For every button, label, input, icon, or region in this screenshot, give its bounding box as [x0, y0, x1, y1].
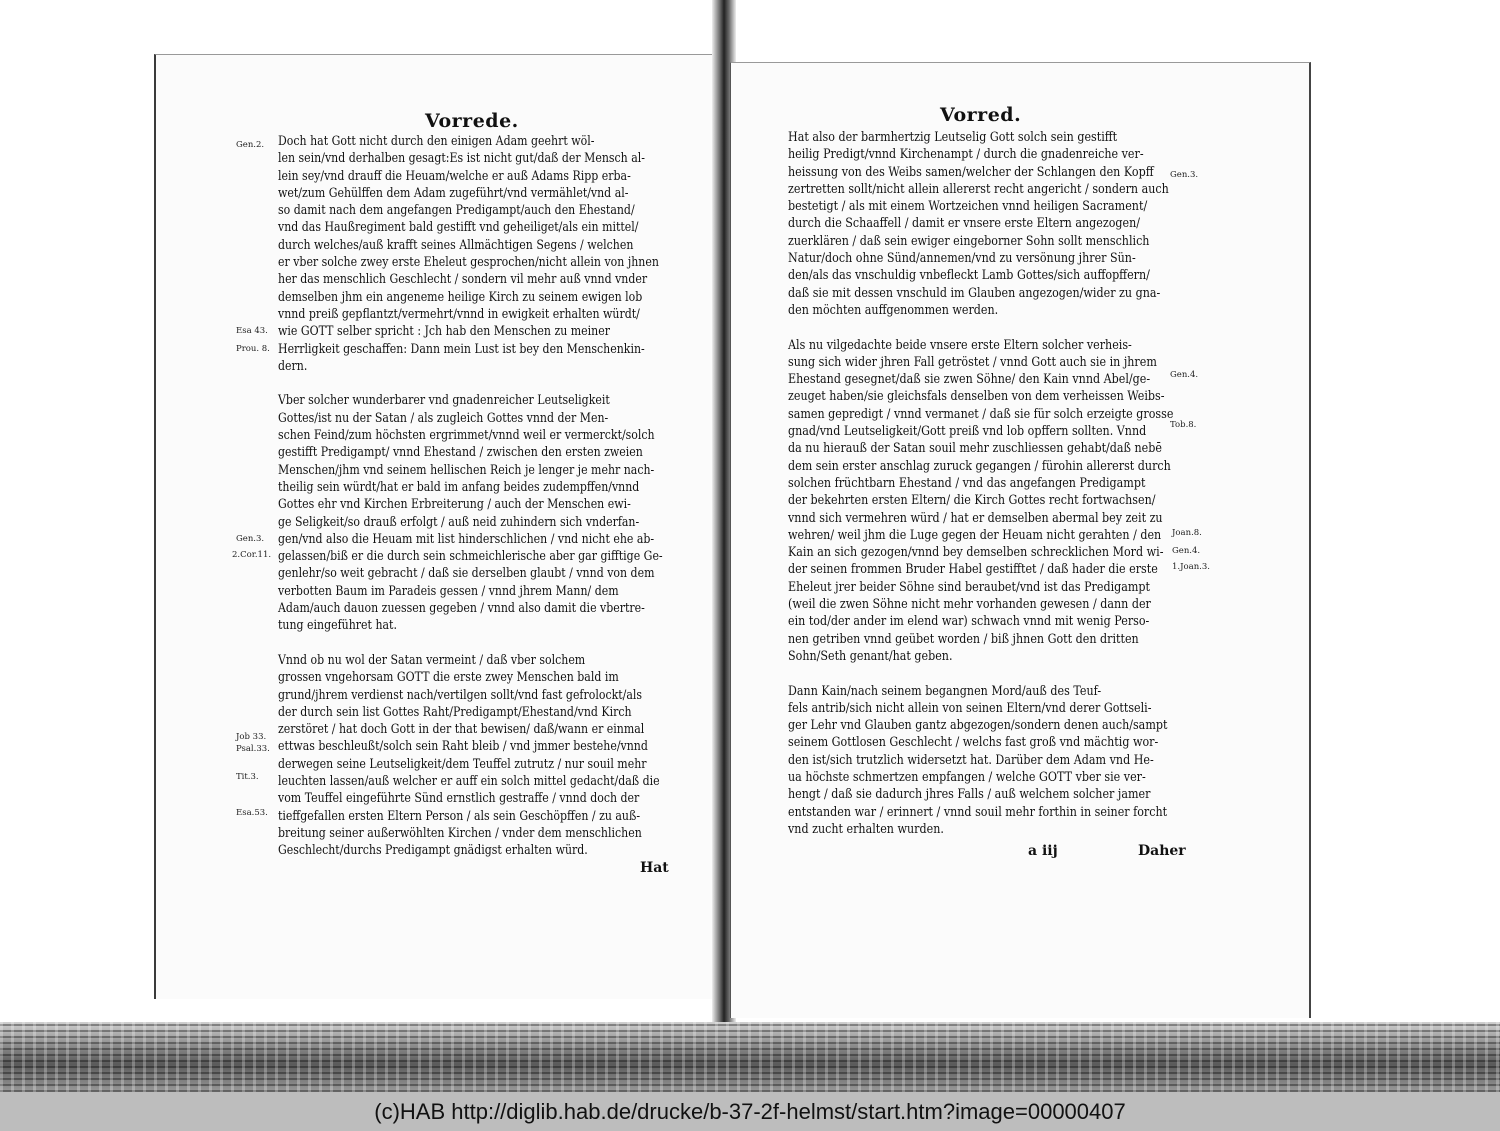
text-line: tung eingeführet hat.	[278, 617, 397, 633]
text-line: demselben jhm ein angeneme heilige Kirch zu seinem ewigen lob	[278, 288, 643, 304]
text-line: er vber solche zwey erste Eheleut gesprochen/nicht allein von jhnen	[278, 254, 659, 270]
text-line: Kain an sich gezogen/vnnd bey demselben schrecklichen Mord wi-	[788, 544, 1164, 560]
text-line: genlehr/so weit gebracht / daß sie derselben glaubt / vnnd von dem	[278, 565, 655, 581]
left-page-body	[278, 132, 663, 858]
text-line: gen/vnd also die Heuam mit list hinderschlichen / vnd nicht ehe ab-	[278, 530, 655, 546]
text-line: zertretten sollt/nicht allein allererst recht angericht / sondern auch	[788, 180, 1169, 196]
right-catchword: Daher	[1138, 843, 1186, 859]
margin-note: 1.Joan.3.	[1172, 562, 1210, 572]
left-catchword: Hat	[640, 860, 669, 876]
text-line: wehren/ weil jhm die Luge gegen der Heuam nicht gerahten / den	[788, 526, 1162, 542]
text-line: gnad/vnd Leutseligkeit/Gott preiß vnd lob opffern sollten. Vnnd	[788, 423, 1147, 439]
text-line: vnnd sich vermehren würd / hat er demselben abermal bey zeit zu	[788, 509, 1163, 525]
text-line	[278, 634, 663, 651]
text-line: Sohn/Seth genant/hat geben.	[788, 647, 953, 663]
text-line: wie GOTT selber spricht : Jch hab den Menschen zu meiner	[278, 323, 610, 339]
text-line: Doch hat Gott nicht durch den einigen Adam geehrt wöl-	[278, 133, 595, 148]
text-line: ein tod/der ander im elend war) schwach vnnd mit wenig Perso-	[788, 613, 1150, 629]
text-line: len sein/vnd derhalben gesagt:Es ist nicht gut/daß der Mensch al-	[278, 150, 645, 166]
margin-note: Gen.4.	[1172, 546, 1201, 556]
text-line: vnnd preiß gepflantzt/vermehrt/vnnd in ewigkeit erhalten würdt/	[278, 305, 640, 321]
text-line: dem sein erster anschlag zuruck gegangen / fürohin allererst durch	[788, 457, 1171, 473]
text-line: vnd zucht erhalten wurden.	[788, 820, 944, 836]
text-line: Vber solcher wunderbarer vnd gnadenreicher Leutseligkeit	[278, 392, 610, 408]
text-line: ger Lehr vnd Glauben gantz abgezogen/sondern denen auch/sampt	[788, 717, 1168, 733]
text-line: theilig sein würdt/hat er bald im anfang beides zudempffen/vnnd	[278, 478, 640, 494]
text-line: den ist/sich trutzlich widersetzt hat. Darüber dem Adam vnd He-	[788, 751, 1154, 767]
text-line: Adam/auch dauon zuessen gegeben / vnnd also damit die vbertre-	[278, 600, 645, 616]
margin-note: Esa.53.	[236, 808, 268, 818]
text-line: sung sich wider jhren Fall getröstet / vnnd Gott auch sie in jhrem	[788, 353, 1157, 369]
text-line: Eheleut jrer beider Söhne sind beraubet/vnd ist das Predigampt	[788, 578, 1151, 594]
text-line: ge Seligkeit/so drauß erfolgt / auß neid zuhindern sich vnderfan-	[278, 513, 640, 529]
text-line: durch die Schaaffell / damit er vnsere erste Eltern angezogen/	[788, 215, 1141, 231]
text-line: Geschlecht/durchs Predigampt gnädigst erhalten würd.	[278, 842, 588, 858]
text-line: so damit nach dem angefangen Predigampt/auch den Ehestand/	[278, 202, 635, 218]
binding-strip	[0, 1022, 1500, 1092]
margin-note: Esa 43.	[236, 326, 268, 336]
text-line: lein sey/vnd drauff die Heuam/welche er auß Adams Ripp erba-	[278, 167, 631, 183]
text-line: Hat also der barmhertzig Leutselig Gott solch sein gestifft	[788, 129, 1118, 144]
signature-mark: a iij	[1028, 843, 1058, 859]
text-line: durch welches/auß krafft seines Allmächtigen Segens / welchen	[278, 236, 634, 252]
text-line: gelassen/biß er die durch sein schmeichlerische aber gar gifftige Ge-	[278, 548, 663, 564]
text-line: fels antrib/sich nicht allein von seinen Eltern/vnd derer Gottseli-	[788, 699, 1152, 715]
text-line: Ehestand gesegnet/daß sie zwen Söhne/ den Kain vnnd Abel/ge-	[788, 371, 1151, 387]
text-line: tieffgefallen ersten Eltern Person / als sein Geschöpffen / zu auß-	[278, 807, 641, 823]
text-line: derwegen seine Leutseligkeit/dem Teuffel zutrutz / nur souil mehr	[278, 755, 647, 771]
text-line: Gottes/ist nu der Satan / als zugleich Gottes vnnd der Men-	[278, 409, 609, 425]
text-line: Als nu vilgedachte beide vnsere erste Eltern solcher verheis-	[788, 336, 1132, 352]
text-line: Menschen/jhm vnd seinem hellischen Reich je lenger je mehr nach-	[278, 461, 655, 477]
text-line: zeuget haben/sie gleichsfals denselben von dem verheissen Weibs-	[788, 388, 1165, 404]
copyright-footer: (c)HAB http://diglib.hab.de/drucke/b-37-2f-helmst/start.htm?image=00000407	[0, 1092, 1500, 1131]
text-line: heilig Predigt/vnnd Kirchenampt / durch die gnadenreiche ver-	[788, 146, 1144, 162]
text-line: nen getriben vnnd geübet worden / biß jhnen Gott den dritten	[788, 630, 1139, 646]
text-line	[278, 374, 663, 391]
text-line: zerstöret / hat doch Gott in der that bewisen/ daß/wann er einmal	[278, 721, 645, 737]
text-line: (weil die zwen Söhne nicht mehr vorhanden gewesen / dann der	[788, 596, 1151, 612]
text-line: schen Feind/zum höchsten ergrimmet/vnnd weil er vermerckt/solch	[278, 427, 655, 443]
text-line: grossen vngehorsam GOTT die erste zwey Menschen bald im	[278, 669, 619, 685]
text-line: Dann Kain/nach seinem begangnen Mord/auß des Teuf-	[788, 682, 1102, 698]
scan-background	[0, 0, 155, 1030]
text-line: seinem Gottlosen Geschlecht / welchs fast groß vnd mächtig wor-	[788, 734, 1159, 750]
margin-note: Psal.33.	[236, 744, 270, 754]
right-page-body	[788, 128, 1173, 837]
text-line: vnd das Haußregiment bald gestifft vnd geheiliget/als ein mittel/	[278, 219, 639, 235]
margin-note: Tob.8.	[1170, 420, 1197, 430]
margin-note: Joan.8.	[1172, 528, 1202, 538]
text-line: samen gepredigt / vnnd vermanet / daß sie für solch erzeigte grosse	[788, 405, 1174, 421]
text-line: Vnnd ob nu wol der Satan vermeint / daß vber solchem	[278, 651, 586, 667]
text-line: ua höchste schmertzen empfangen / welche GOTT vber sie ver-	[788, 768, 1146, 784]
text-line: wet/zum Gehülffen dem Adam zugeführt/vnd vermählet/vnd al-	[278, 184, 629, 200]
text-line: den/als das vnschuldig vnbefleckt Lamb Gottes/sich auffopffern/	[788, 267, 1150, 283]
text-line: her das menschlich Geschlecht / sondern vil mehr auß vnnd vnder	[278, 271, 648, 287]
text-line: leuchten lassen/auß welcher er auff ein solch mittel gedacht/daß die	[278, 772, 660, 788]
text-line	[788, 664, 1173, 681]
text-line: solchen früchtbarn Ehestand / vnd das angefangen Predigampt	[788, 474, 1146, 490]
margin-note: Gen.4.	[1170, 370, 1199, 380]
right-page-header: Vorred.	[940, 104, 1022, 126]
text-line: hengt / daß sie dadurch jhres Falls / auß welchem solcher jamer	[788, 786, 1151, 802]
text-line: verbotten Baum im Paradeis gessen / vnnd jhrem Mann/ dem	[278, 582, 619, 598]
text-line: Natur/doch ohne Sünd/annemen/vnd zu versönung jhrer Sün-	[788, 250, 1136, 266]
left-page-header: Vorrede.	[425, 110, 519, 132]
text-line: bestetigt / als mit einem Wortzeichen vnnd heiligen Sacrament/	[788, 198, 1148, 214]
text-line: ettwas beschleußt/solch sein Raht bleib / vnd jmmer bestehe/vnnd	[278, 738, 648, 754]
margin-note: Prou. 8.	[236, 344, 270, 354]
margin-note: Gen.2.	[236, 140, 265, 150]
margin-note: Tit.3.	[236, 772, 259, 782]
text-line: da nu hierauß der Satan souil mehr zuschliessen gehabt/daß nebē	[788, 440, 1162, 456]
text-line: Herrligkeit geschaffen: Dann mein Lust ist bey den Menschenkin-	[278, 340, 645, 356]
text-line: daß sie mit dessen vnschuld im Glauben angezogen/wider zu gna-	[788, 284, 1161, 300]
text-line: gestifft Predigampt/ vnnd Ehestand / zwischen den ersten zweien	[278, 444, 643, 460]
text-line: grund/jhrem verdienst nach/vertilgen sollt/vnd fast gefrolockt/als	[278, 686, 643, 702]
text-line: heissung von des Weibs samen/welcher der Schlangen den Kopff	[788, 163, 1154, 179]
text-line: dern.	[278, 357, 308, 373]
margin-note: Gen.3.	[1170, 170, 1199, 180]
text-line: Gottes ehr vnd Kirchen Erbreiterung / auch der Menschen ewi-	[278, 496, 631, 512]
margin-note: Job 33.	[236, 732, 267, 742]
text-line: zuerklären / daß sein ewiger eingeborner Sohn sollt menschlich	[788, 232, 1150, 248]
margin-note: Gen.3.	[236, 534, 265, 544]
text-line: der seinen frommen Bruder Habel gestifftet / daß hader die erste	[788, 561, 1158, 577]
text-line: breitung seiner außerwöhlten Kirchen / vnder dem menschlichen	[278, 824, 642, 840]
text-line: vom Teuffel eingeführte Sünd ernstlich gestraffe / vnnd doch der	[278, 790, 640, 806]
text-line: den möchten auffgenommen werden.	[788, 301, 999, 317]
text-line	[788, 318, 1173, 335]
text-line: der bekehrten ersten Eltern/ die Kirch Gottes recht fortwachsen/	[788, 492, 1156, 508]
text-line: der durch sein list Gottes Raht/Predigampt/Ehestand/vnd Kirch	[278, 703, 632, 719]
text-line: entstanden war / erinnert / vnnd souil mehr forthin in seiner forcht	[788, 803, 1168, 819]
margin-note: 2.Cor.11.	[232, 550, 272, 560]
